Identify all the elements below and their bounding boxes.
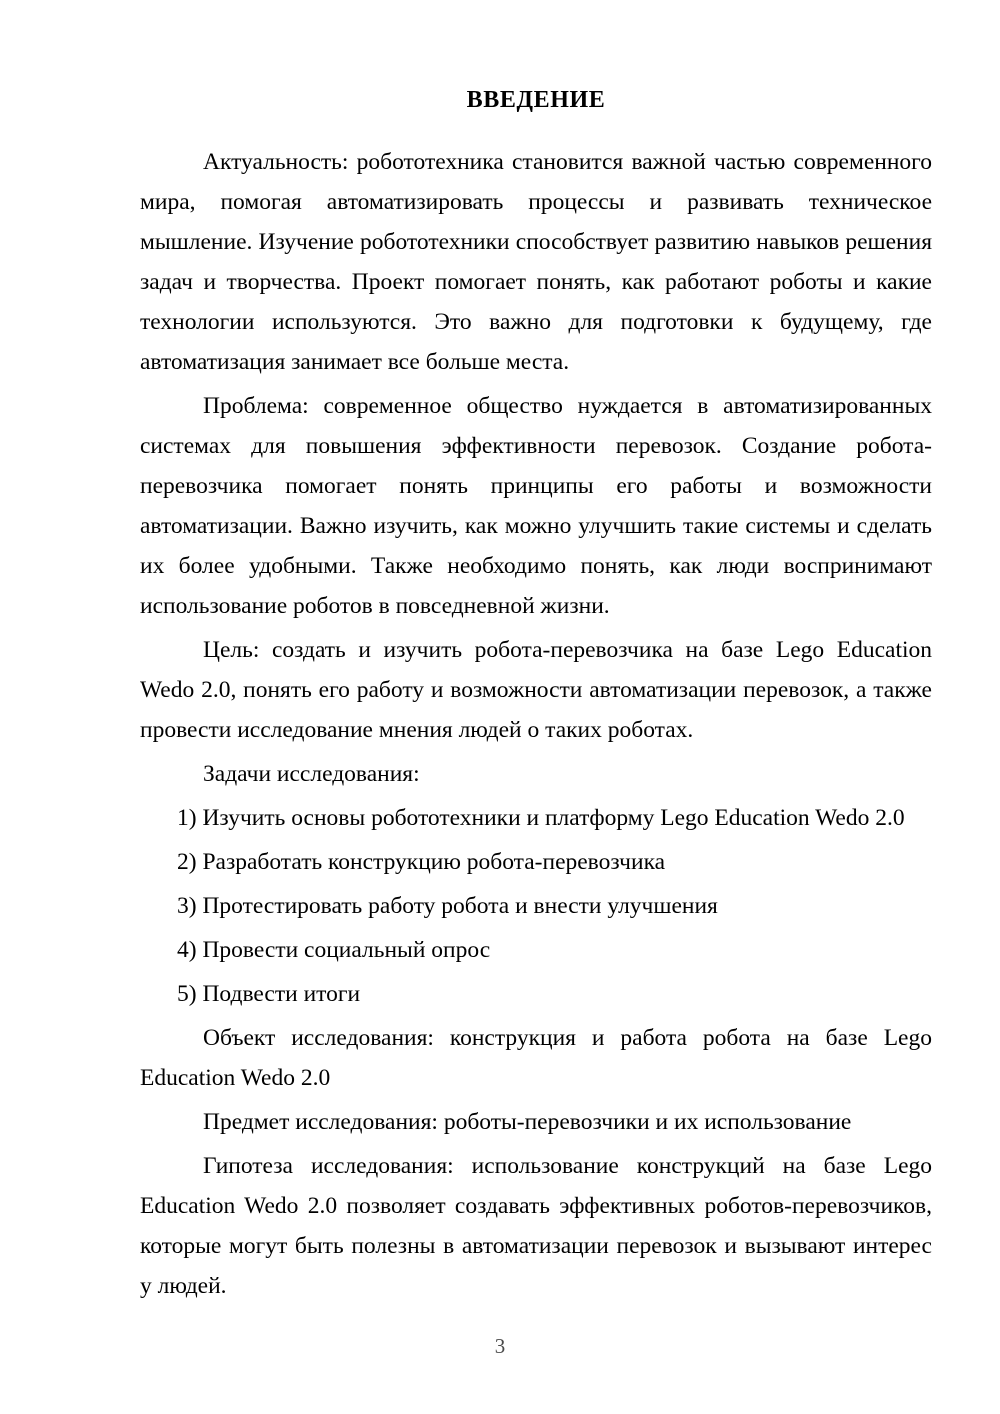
task-list-item-2: 2) Разработать конструкцию робота-перевозчика <box>177 849 666 875</box>
tasks-heading: Задачи исследования: <box>203 761 420 787</box>
page-content <box>140 88 932 1310</box>
task-list-item-1: 1) Изучить основы робототехники и платформу Lego Education Wedo 2.0 <box>177 805 905 831</box>
paragraph-object: Объект исследования: конструкция и работа робота на базе Lego Education Wedo 2.0 <box>140 1025 932 1091</box>
paragraph-relevance: Актуальность: робототехника становится важной частью современного мира, помогая автоматизировать процессы и развивать техническое мышление. Изучение робототехники способствует развитию навыков решения задач и творчества. Проект помогает понять, как работают роботы и какие технологии используются. Это важно для подготовки к будущему, где автоматизация занимает все больше места. <box>140 149 932 375</box>
paragraph-goal: Цель: создать и изучить робота-перевозчика на базе Lego Education Wedo 2.0, понять его работу и возможности автоматизации перевозок, а также провести исследование мнения людей о таких роботах. <box>140 637 932 743</box>
task-list-item-4: 4) Провести социальный опрос <box>177 937 491 963</box>
task-list-item-5: 5) Подвести итоги <box>177 981 361 1007</box>
page-title: ВВЕДЕНИЕ <box>466 87 606 113</box>
page-number: 3 <box>494 1334 506 1358</box>
paragraph-hypothesis: Гипотеза исследования: использование конструкций на базе Lego Education Wedo 2.0 позволяет создавать эффективных роботов-перевозчиков, которые могут быть полезны в автоматизации перевозок и вызывают интерес у людей. <box>140 1153 932 1299</box>
task-list-item-3: 3) Протестировать работу робота и внести улучшения <box>177 893 718 919</box>
paragraph-problem: Проблема: современное общество нуждается в автоматизированных системах для повышения эффективности перевозок. Создание робота-перевозчика помогает понять принципы его работы и возможности автоматизации. Важно изучить, как можно улучшить такие системы и сделать их более удобными. Также необходимо понять, как люди воспринимают использование роботов в повседневной жизни. <box>140 393 932 619</box>
paragraph-subject: Предмет исследования: роботы-перевозчики и их использование <box>203 1109 852 1135</box>
